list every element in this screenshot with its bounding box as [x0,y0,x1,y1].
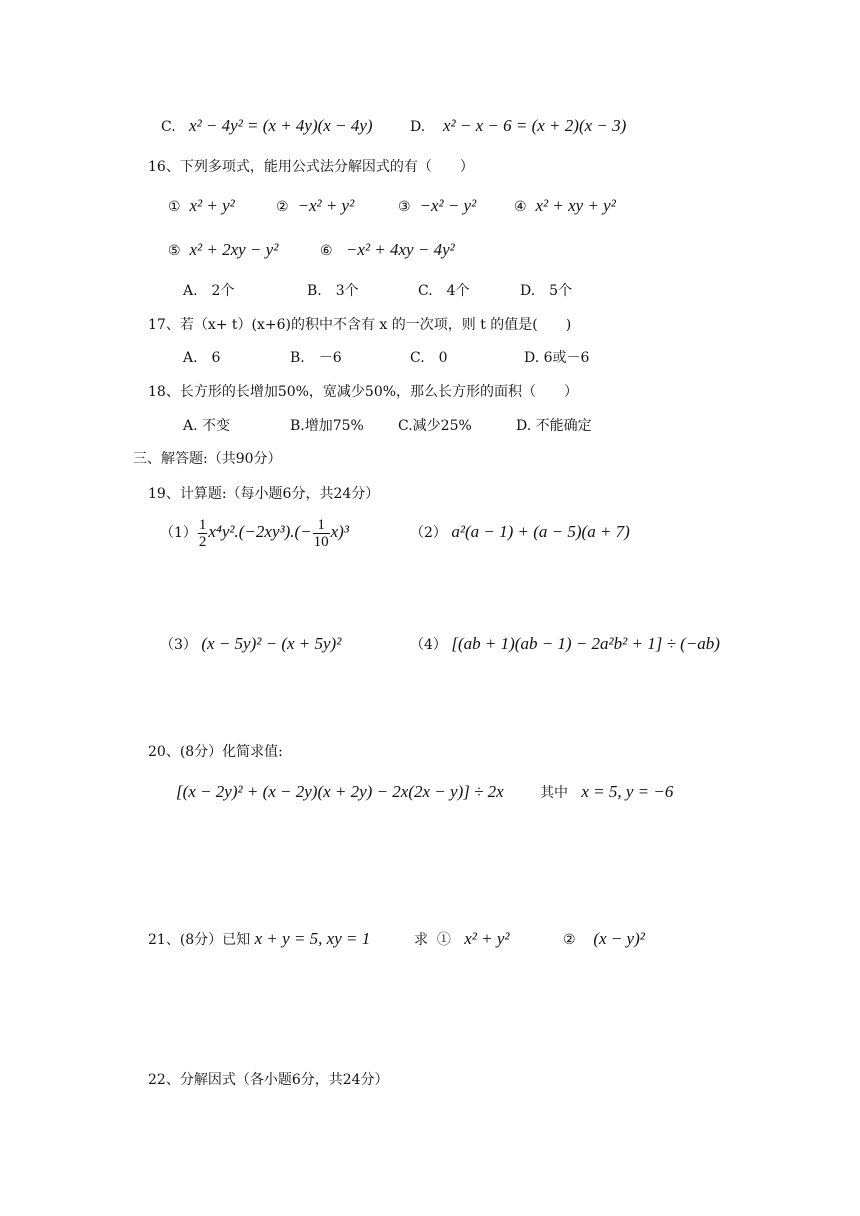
fraction-numerator: 1 [198,516,207,533]
q16-item-2 [276,196,354,217]
math-expression: −x² + 4xy − 4y² [345,240,455,259]
q16-option-a: A. 2个 [183,283,235,299]
fraction-numerator: 1 [313,517,330,534]
option-label: D. [410,119,426,135]
math-expression: x + y = 5, xy = 1 [254,929,371,948]
part-label: （3） [160,637,197,653]
q18-option-c: C.减少25% [398,418,472,434]
q16-item-4 [514,196,616,217]
math-expression: −x² − y² [419,196,477,215]
q16-item-1 [168,196,235,217]
item-mark: ① [436,932,451,948]
q19-stem: 19、计算题:（每小题6分，共24分） [148,486,380,502]
q16-option-d: D. 5个 [520,283,573,299]
item-mark: ⑤ [168,243,181,259]
q18-option-b: B.增加75% [290,418,364,434]
math-expression: x² + y² [464,929,510,948]
part-label: （4） [410,637,447,653]
q20-where [540,782,673,803]
q20-stem: 20、(8分）化简求值: [148,744,283,760]
q17-option-c: C. 0 [410,350,448,366]
item-mark: ② [276,199,289,215]
q19-part-3 [160,634,341,655]
section-heading: 三、解答题:（共90分） [133,451,282,467]
where-label: 其中 [540,785,568,801]
part-label: （1） [160,525,197,541]
math-expression: x⁴y².(−2xy³).(− [208,522,312,541]
math-expression: x)³ [330,522,349,541]
math-expression: [(ab + 1)(ab − 1) − 2a²b² + 1] ÷ (−ab) [451,634,720,653]
item-mark: ① [168,199,181,215]
q17-option-d: D. 6或－6 [524,350,590,366]
q15-option-c [161,116,373,137]
q21-line [148,929,370,950]
q19-part-4 [410,634,720,655]
q18-option-a: A. 不变 [183,418,231,434]
q19-part-2 [410,522,630,543]
q16-option-c: C. 4个 [418,283,470,299]
option-label: C. [161,119,176,135]
q21-ask [414,929,510,950]
fraction-tenth [313,517,330,550]
item-mark: ② [563,932,576,948]
q16-item-6 [320,240,455,261]
math-expression: −x² + y² [297,196,355,215]
q21-item-2 [563,929,645,950]
item-mark: ⑥ [320,243,333,259]
math-expression: (x − y)² [593,929,645,948]
q15-option-d [410,116,626,137]
q16-item-3 [398,196,476,217]
math-expression: x² + y² [189,196,235,215]
q21-stem: 21、(8分）已知 [148,932,251,948]
q16-stem: 16、下列多项式，能用公式法分解因式的有（ ） [148,159,474,175]
math-expression: x = 5, y = −6 [581,782,674,801]
q20-expression [176,782,504,803]
item-mark: ④ [514,199,527,215]
q16-option-b: B. 3个 [307,283,359,299]
math-expression: [(x − 2y)² + (x − 2y)(x + 2y) − 2x(2x − y)] ÷ 2x [176,782,504,801]
q22-stem: 22、分解因式（各小题6分，共24分） [148,1072,389,1088]
math-expression: x² + 2xy − y² [189,240,279,259]
math-expression: a²(a − 1) + (a − 5)(a + 7) [451,522,630,541]
q17-option-a: A. 6 [183,350,221,366]
fraction-half [198,517,208,550]
q17-stem: 17、若（x+ t）(x+6)的积中不含有 x 的一次项，则 t 的值是( ) [148,317,572,333]
part-label: （2） [410,525,447,541]
item-mark: ③ [398,199,411,215]
math-expression: x² − x − 6 = (x + 2)(x − 3) [443,116,627,135]
q17-option-b: B. －6 [290,350,342,366]
fraction-denominator: 10 [313,533,329,550]
q18-stem: 18、长方形的长增加50%，宽减少50%，那么长方形的面积（ ） [148,384,579,400]
math-expression: (x − 5y)² − (x + 5y)² [201,634,342,653]
math-expression: x² − 4y² = (x + 4y)(x − 4y) [189,116,373,135]
fraction-denominator: 2 [198,533,207,550]
q18-option-d: D. 不能确定 [516,418,592,434]
q16-item-5 [168,240,278,261]
q19-part-1 [160,514,349,551]
ask-label: 求 [414,932,428,948]
math-expression: x² + xy + y² [535,196,616,215]
